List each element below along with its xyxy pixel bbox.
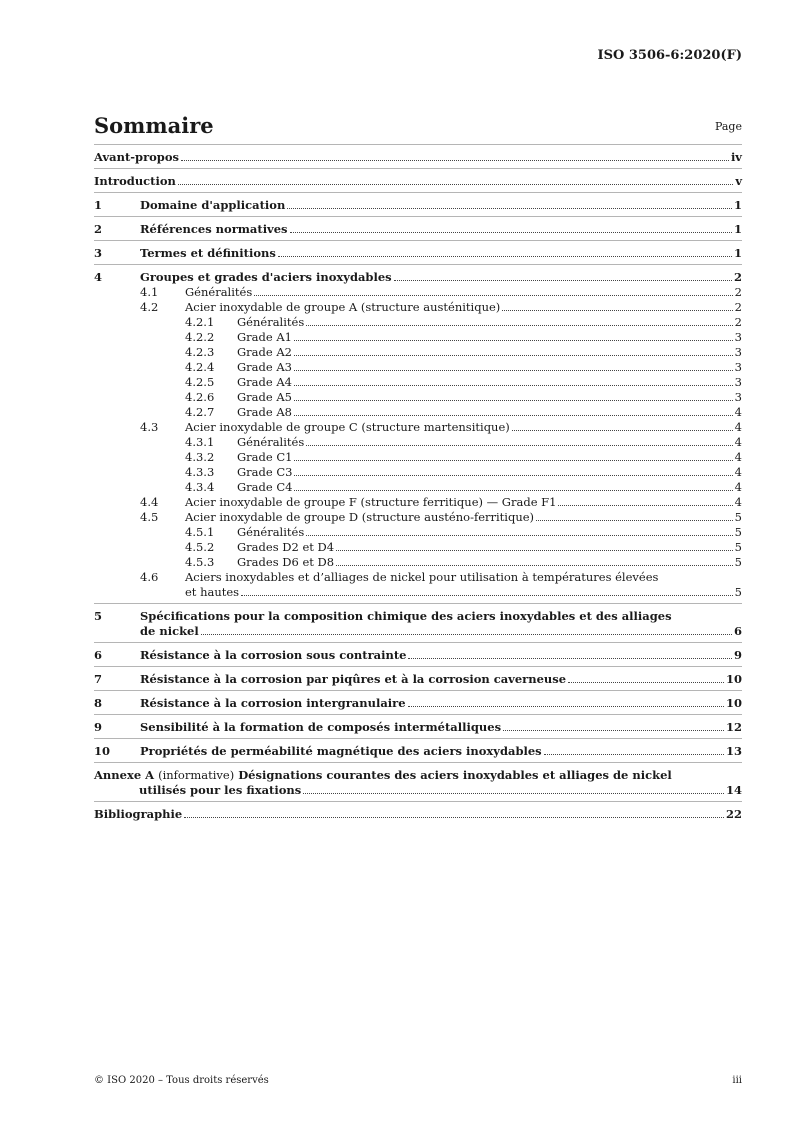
leader-dots	[184, 817, 724, 818]
toc-page-number: 6	[733, 624, 742, 638]
toc-number: 4.2.6	[185, 390, 215, 404]
toc-number: 4.3.4	[185, 480, 215, 494]
toc-page-number: 3	[734, 360, 742, 374]
toc-group	[94, 666, 742, 690]
toc-entry-4-2-5[interactable]	[94, 375, 742, 390]
leader-dots	[306, 535, 732, 536]
toc-page-number: 10	[725, 672, 742, 686]
leader-dots	[394, 280, 732, 281]
toc-entry-text: Propriétés de perméabilité magnétique des aciers inoxydables	[140, 744, 542, 758]
toc-entry-8[interactable]	[94, 696, 742, 711]
leader-dots	[287, 208, 732, 209]
leader-dots	[336, 565, 733, 566]
leader-dots	[408, 658, 732, 659]
leader-dots	[544, 754, 724, 755]
toc-number: 6	[94, 648, 103, 662]
toc-entry-3[interactable]	[94, 246, 742, 261]
toc-entry-4-2-3[interactable]	[94, 345, 742, 360]
toc-number: 4.2.1	[185, 315, 215, 329]
toc-entry-4-6[interactable]	[94, 570, 742, 600]
toc-number: 4.4	[140, 495, 159, 509]
document-reference: ISO 3506-6:2020(F)	[597, 48, 742, 63]
toc-page-number: 1	[733, 198, 742, 212]
toc-entry-4-3-4[interactable]	[94, 480, 742, 495]
toc-entry-4-5-3[interactable]	[94, 555, 742, 570]
toc-entry-text: Introduction	[94, 174, 176, 188]
leader-dots	[294, 370, 733, 371]
toc-number: 4	[94, 270, 103, 284]
toc-entry-1[interactable]	[94, 198, 742, 213]
toc-page-number: 1	[733, 246, 742, 260]
toc-entry-text: Grade A5	[237, 390, 292, 404]
toc-entry-4-2-2[interactable]	[94, 330, 742, 345]
toc-entry-4-5-1[interactable]	[94, 525, 742, 540]
toc-entry-text: Groupes et grades d'aciers inoxydables	[140, 270, 392, 284]
toc-entry-4-4[interactable]	[94, 495, 742, 510]
toc-entry-text: Termes et définitions	[140, 246, 276, 260]
toc-group	[94, 144, 742, 168]
toc-entry-4-3[interactable]	[94, 420, 742, 435]
toc-number: 1	[94, 198, 103, 212]
toc-entry-text: Résistance à la corrosion par piqûres et à la corrosion caverneuse	[140, 672, 567, 686]
page-title: Sommaire	[94, 113, 214, 138]
leader-dots	[336, 550, 733, 551]
leader-dots	[294, 355, 733, 356]
toc-entry-bibliographie[interactable]	[94, 807, 742, 822]
leader-dots	[294, 460, 732, 461]
toc-entry-9[interactable]	[94, 720, 742, 735]
toc-page-number: 5	[734, 585, 742, 599]
toc-entry-text: Résistance à la corrosion intergranulaire	[140, 696, 406, 710]
toc-entry-text: Grade A1	[237, 330, 292, 344]
toc-entry-7[interactable]	[94, 672, 742, 687]
toc-number: 9	[94, 720, 103, 734]
toc-number: 3	[94, 246, 103, 260]
toc-entry-text: Références normatives	[140, 222, 288, 236]
toc-number: 4.2.2	[185, 330, 215, 344]
leader-dots	[408, 706, 724, 707]
toc-page-number: 5	[734, 555, 742, 569]
toc-entry-2[interactable]	[94, 222, 742, 237]
toc-entry-text-line2: de nickel	[140, 624, 199, 638]
toc-number: 4.3.2	[185, 450, 215, 464]
toc-page-number: 2	[733, 270, 742, 284]
toc-number: 8	[94, 696, 103, 710]
toc-page-number: 3	[734, 390, 742, 404]
toc-page-number: 9	[733, 648, 742, 662]
leader-dots	[558, 505, 732, 506]
toc-entry-4-3-1[interactable]	[94, 435, 742, 450]
toc-number: 4.5.2	[185, 540, 215, 554]
toc-entry-text: Généralités	[185, 285, 253, 299]
toc-group	[94, 714, 742, 738]
toc-number: 5	[94, 609, 103, 623]
toc-entry-text: Grade A8	[237, 405, 292, 419]
toc-page-number: 14	[725, 783, 742, 797]
toc-number: 4.6	[140, 570, 159, 584]
table-of-contents	[94, 144, 742, 825]
leader-dots	[568, 682, 724, 683]
toc-group	[94, 264, 742, 603]
toc-entry-text: Acier inoxydable de groupe A (structure austénitique)	[185, 300, 501, 314]
toc-entry-text: Grade A3	[237, 360, 292, 374]
toc-group	[94, 603, 742, 642]
toc-page-number: 12	[725, 720, 742, 734]
toc-page-number: 4	[734, 480, 742, 494]
toc-entry-text-line2: utilisés pour les fixations	[139, 783, 302, 797]
leader-dots	[294, 385, 733, 386]
annex-label: Annexe A	[94, 768, 155, 782]
toc-entry-text: Grades D6 et D8	[237, 555, 335, 569]
toc-entry-text: Grades D2 et D4	[237, 540, 335, 554]
toc-entry-text-line1: Spécifications pour la composition chimique des aciers inoxydables et des alliages	[140, 609, 672, 623]
toc-entry-4-2-4[interactable]	[94, 360, 742, 375]
leader-dots	[536, 520, 733, 521]
toc-page-number: 5	[734, 525, 742, 539]
toc-entry-text: Bibliographie	[94, 807, 183, 821]
page-column-label: Page	[714, 120, 742, 133]
toc-page-number: 4	[734, 435, 742, 449]
toc-number: 4.3	[140, 420, 159, 434]
toc-entry-avant-propos[interactable]	[94, 150, 742, 165]
annex-kind: (informative)	[158, 768, 235, 782]
toc-page-number: 10	[725, 696, 742, 710]
toc-number: 4.5	[140, 510, 159, 524]
toc-group	[94, 192, 742, 216]
toc-entry-text: Généralités	[237, 435, 305, 449]
toc-number: 2	[94, 222, 103, 236]
toc-entry-4-3-2[interactable]	[94, 450, 742, 465]
leader-dots	[303, 793, 724, 794]
toc-number: 4.2.5	[185, 375, 215, 389]
toc-number: 4.5.3	[185, 555, 215, 569]
toc-page-number: 5	[734, 540, 742, 554]
toc-entry-text-line2: et hautes	[185, 585, 240, 599]
toc-number: 4.2.4	[185, 360, 215, 374]
toc-entry-6[interactable]	[94, 648, 742, 663]
toc-entry-text: Grade C1	[237, 450, 293, 464]
toc-page-number: iv	[730, 150, 742, 164]
toc-group	[94, 690, 742, 714]
toc-page-number: 4	[734, 420, 742, 434]
leader-dots	[254, 295, 732, 296]
toc-page-number: 1	[733, 222, 742, 236]
toc-entry-text: Généralités	[237, 315, 305, 329]
toc-entry-text: Avant-propos	[94, 150, 179, 164]
leader-dots	[294, 490, 732, 491]
toc-entry-text: Grade A4	[237, 375, 292, 389]
toc-entry-text: Résistance à la corrosion sous contrainte	[140, 648, 407, 662]
leader-dots	[503, 730, 724, 731]
toc-entry-4-2[interactable]	[94, 300, 742, 315]
leader-dots	[241, 595, 733, 596]
toc-entry-text-line1: Désignations courantes des aciers inoxydables et alliages de nickel	[238, 768, 672, 782]
toc-entry-text: Grade A2	[237, 345, 292, 359]
toc-entry-text: Grade C4	[237, 480, 293, 494]
toc-page-number: v	[735, 174, 742, 188]
toc-number: 10	[94, 744, 111, 758]
toc-number: 4.2.7	[185, 405, 215, 419]
toc-page-number: 4	[734, 465, 742, 479]
toc-group	[94, 168, 742, 192]
toc-entry-4-5[interactable]	[94, 510, 742, 525]
leader-dots	[294, 415, 733, 416]
toc-page-number: 4	[734, 450, 742, 464]
toc-number: 4.5.1	[185, 525, 215, 539]
toc-page-number: 22	[725, 807, 742, 821]
leader-dots	[294, 340, 733, 341]
toc-page-number: 3	[734, 330, 742, 344]
toc-group	[94, 216, 742, 240]
toc-page-number: 4	[734, 495, 742, 509]
leader-dots	[278, 256, 732, 257]
toc-number: 4.1	[140, 285, 159, 299]
leader-dots	[178, 184, 733, 185]
toc-entry-text: Acier inoxydable de groupe C (structure martensitique)	[185, 420, 510, 434]
toc-entry-text: Domaine d'application	[140, 198, 286, 212]
toc-entry-4-2-1[interactable]	[94, 315, 742, 330]
toc-entry-text: Sensibilité à la formation de composés intermétalliques	[140, 720, 502, 734]
leader-dots	[181, 160, 729, 161]
toc-entry-4[interactable]	[94, 270, 742, 285]
toc-page-number: 2	[734, 315, 742, 329]
leader-dots	[294, 475, 732, 476]
toc-entry-4-3-3[interactable]	[94, 465, 742, 480]
toc-entry-text: Acier inoxydable de groupe F (structure ferritique) — Grade F1	[185, 495, 557, 509]
toc-entry-10[interactable]	[94, 744, 742, 759]
toc-number: 4.3.1	[185, 435, 215, 449]
toc-entry-text: Grade C3	[237, 465, 293, 479]
toc-page-number: 2	[734, 300, 742, 314]
leader-dots	[512, 430, 733, 431]
toc-entry-annexe-a[interactable]	[94, 768, 742, 798]
toc-entry-text: Généralités	[237, 525, 305, 539]
toc-group	[94, 801, 742, 825]
toc-page-number: 3	[734, 345, 742, 359]
toc-number: 4.2.3	[185, 345, 215, 359]
toc-page-number: 4	[734, 405, 742, 419]
toc-entry-text-line1: Aciers inoxydables et d’alliages de nickel pour utilisation à températures élevées	[185, 570, 659, 584]
toc-entry-4-1[interactable]	[94, 285, 742, 300]
leader-dots	[201, 634, 732, 635]
toc-entry-text: Acier inoxydable de groupe D (structure austéno-ferritique)	[185, 510, 535, 524]
footer-page-number: iii	[732, 1075, 742, 1086]
footer-copyright: © ISO 2020 – Tous droits réservés	[94, 1075, 269, 1086]
leader-dots	[290, 232, 732, 233]
leader-dots	[306, 445, 732, 446]
toc-entry-4-2-6[interactable]	[94, 390, 742, 405]
toc-number: 7	[94, 672, 103, 686]
toc-group	[94, 240, 742, 264]
leader-dots	[306, 325, 732, 326]
toc-page-number: 13	[725, 744, 742, 758]
toc-entry-introduction[interactable]	[94, 174, 742, 189]
toc-page-number: 2	[734, 285, 742, 299]
toc-entry-4-5-2[interactable]	[94, 540, 742, 555]
toc-group	[94, 642, 742, 666]
leader-dots	[294, 400, 733, 401]
toc-page-number: 5	[734, 510, 742, 524]
leader-dots	[502, 310, 732, 311]
toc-number: 4.3.3	[185, 465, 215, 479]
toc-entry-4-2-7[interactable]	[94, 405, 742, 420]
toc-page-number: 3	[734, 375, 742, 389]
toc-entry-5[interactable]	[94, 609, 742, 639]
toc-group	[94, 762, 742, 801]
toc-number: 4.2	[140, 300, 159, 314]
toc-group	[94, 738, 742, 762]
